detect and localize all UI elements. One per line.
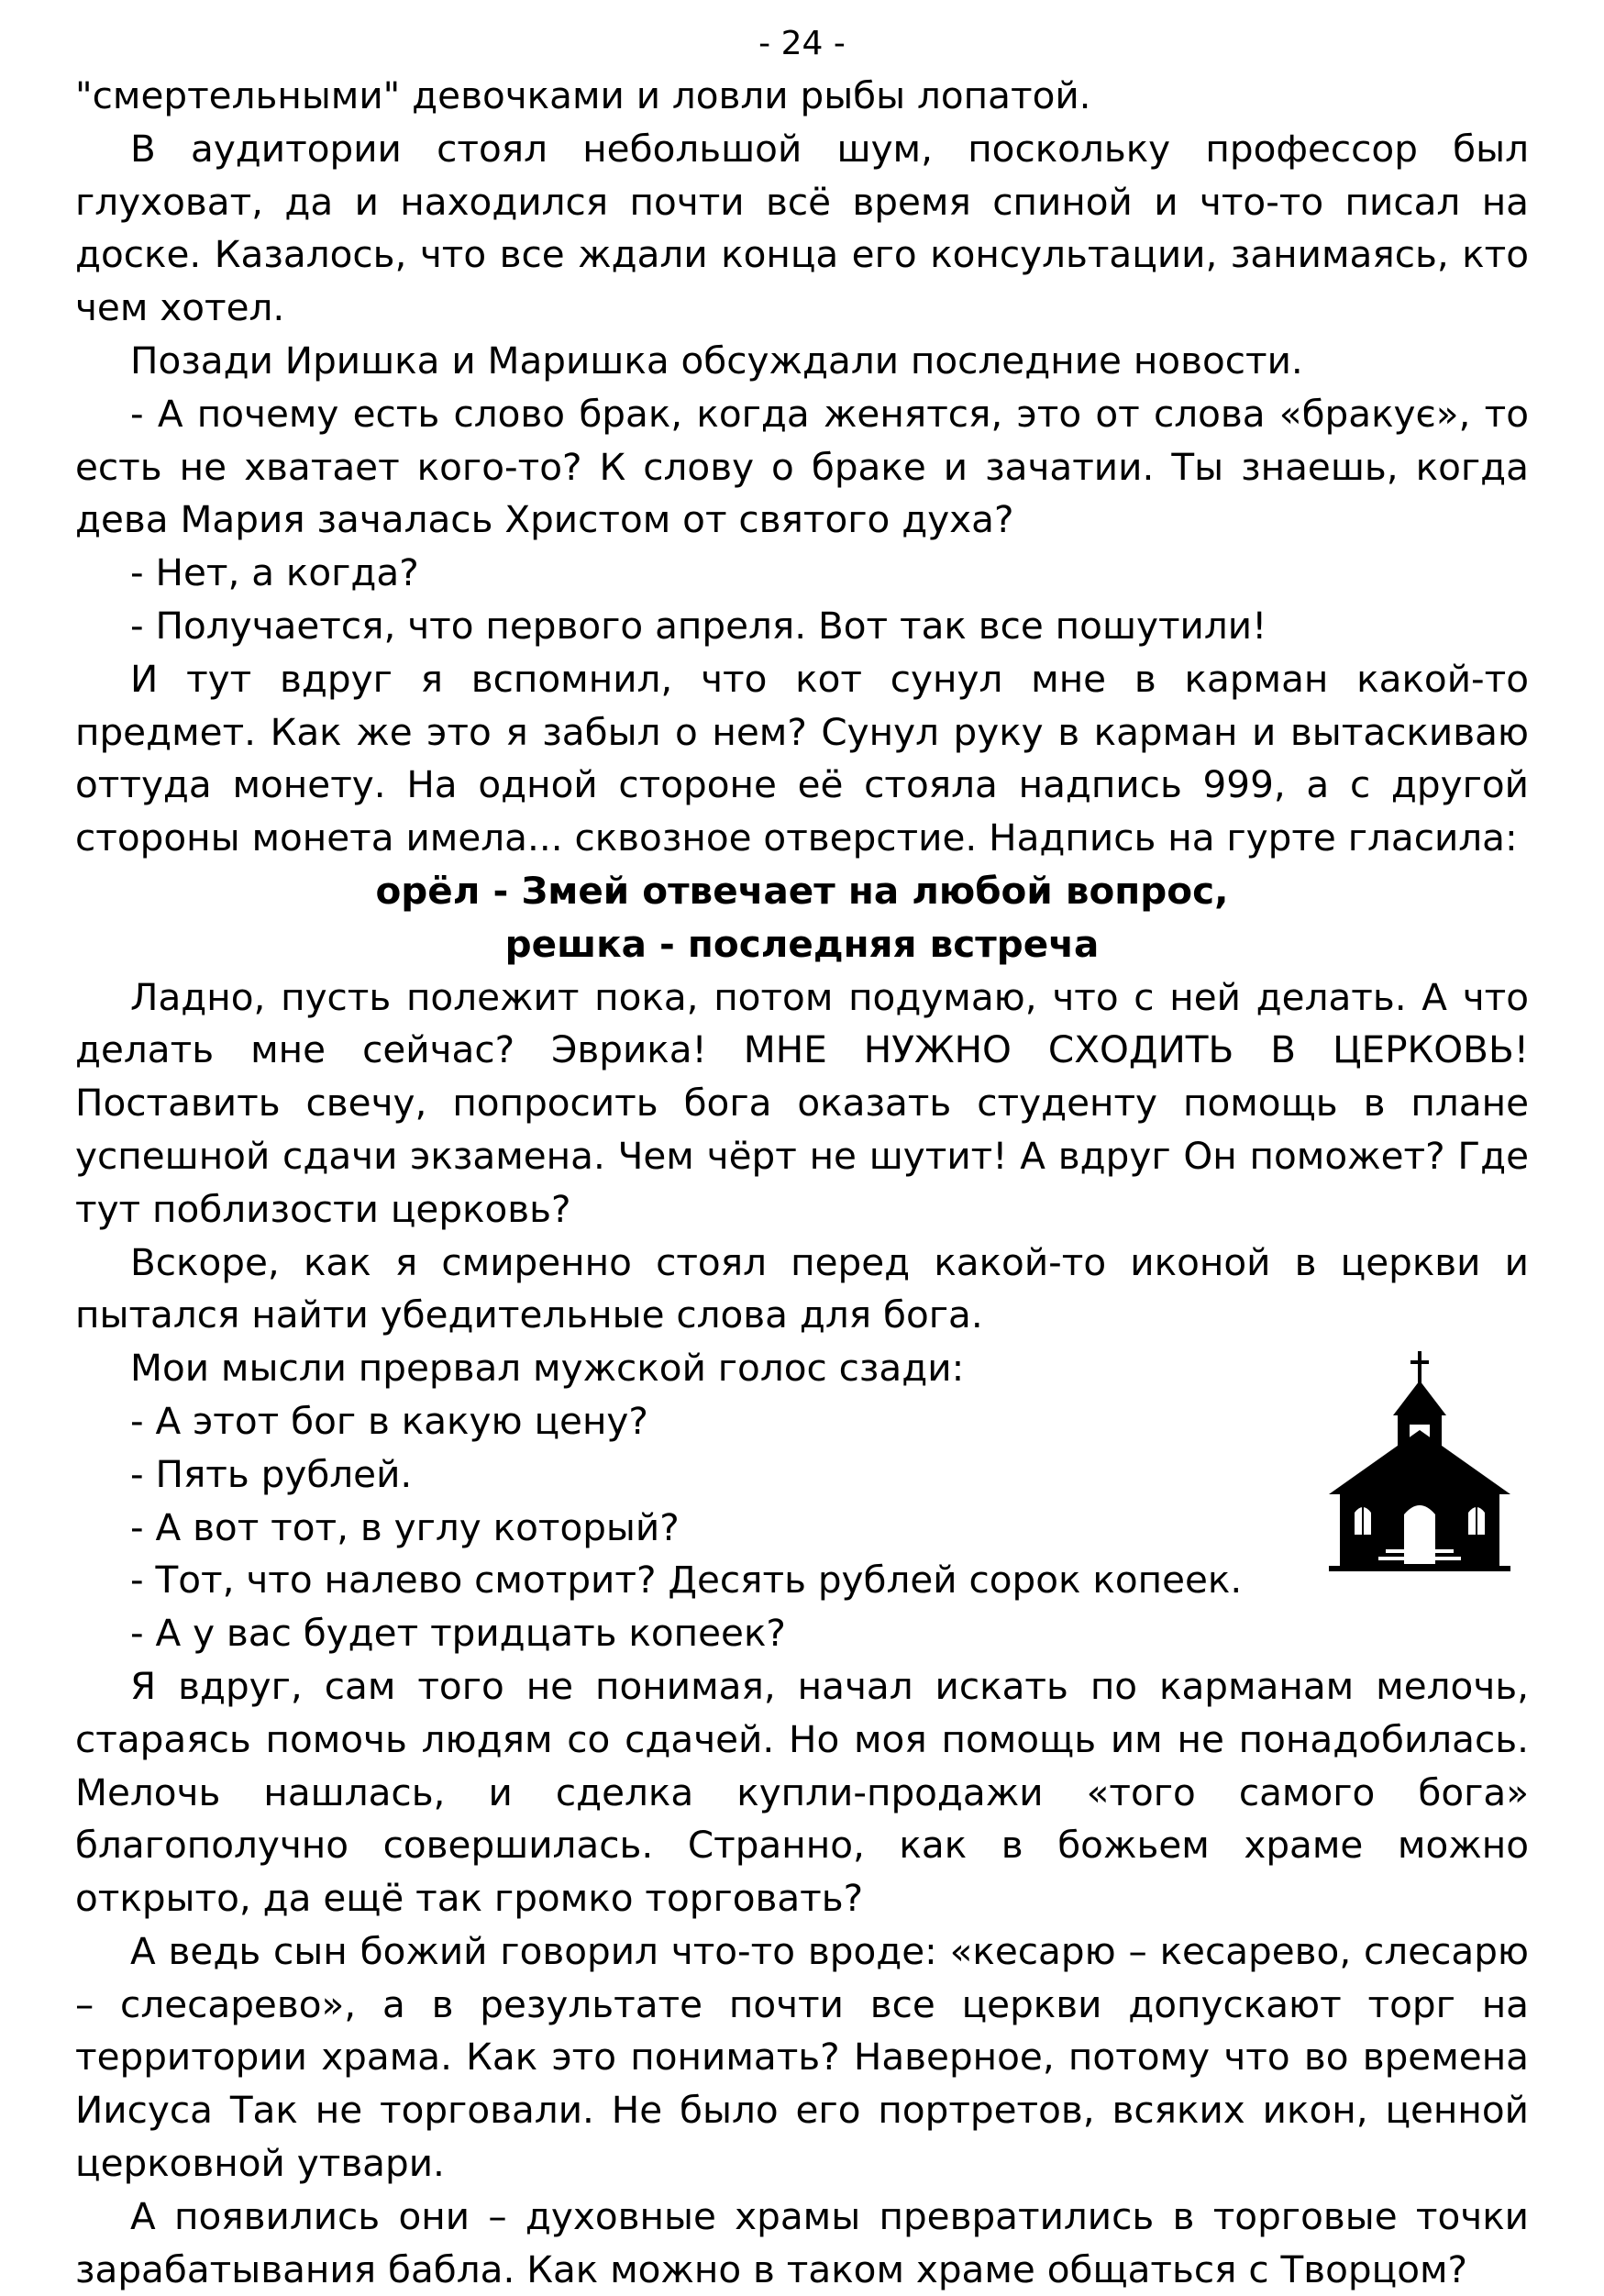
- dialogue-line: - Получается, что первого апреля. Вот так все пошутили!: [130, 603, 1267, 648]
- paragraph: Вскоре, как я смиренно стоял перед какой-то иконой в церкви и пытался найти убедительные слова для бога.: [75, 1239, 1529, 1337]
- paragraph: "смертельными" девочками и ловли рыбы лопатой.: [75, 73, 1091, 117]
- paragraph: Я вдруг, сам того не понимая, начал искать по карманам мелочь, стараясь помочь людям со сдачей. Но моя помощь им не понадобилась. Мелочь нашлась, и сделка купли-продажи «того самого бога» благополучно совершилась. Странно, как в божьем храме можно открыто, да ещё так громко торговать?: [75, 1663, 1529, 1921]
- paragraph: А ведь сын божий говорил что-то вроде: «кесарю – кесарево, слесарю – слесарево», а в результате почти все церкви допускают торг на территории храма. Как это понимать? Наверное, потому что во времена Иисуса Так не торговали. Не было его портретов, всяких икон, ценной церковной утвари.: [75, 1928, 1529, 2186]
- dialogue-line: - Тот, что налево смотрит? Десять рублей сорок копеек.: [130, 1558, 1243, 1603]
- church-illustration: [1329, 1351, 1512, 1571]
- paragraph: Ладно, пусть полежит пока, потом подумаю, что с ней делать. А что делать мне сейчас? Эврика! МНЕ НУЖНО СХОДИТЬ В ЦЕРКОВЬ! Поставить свечу, попросить бога оказать студенту помощь в плане успешной сдачи экзамена. Чем чёрт не шутит! А вдруг Он поможет? Где тут поблизости церковь?: [75, 974, 1529, 1231]
- dialogue-line: - Пять рублей.: [130, 1451, 413, 1496]
- dialogue-line: - А вот тот, в углу который?: [130, 1504, 680, 1549]
- church-icon: [1329, 1351, 1512, 1571]
- paragraph: Позади Иришка и Маришка обсуждали последние новости.: [130, 338, 1303, 383]
- paragraph: А появились они – духовные храмы превратились в торговые точки зарабатывания бабла. Как можно в таком храме общаться с Творцом?: [75, 2193, 1529, 2291]
- dialogue-line: - А у вас будет тридцать копеек?: [130, 1611, 786, 1656]
- page-number: - 24 -: [758, 25, 846, 62]
- dialogue-line: - А этот бог в какую цену?: [130, 1398, 648, 1443]
- body-text: [75, 70, 1529, 2296]
- inscription-line: орёл - Змей отвечает на любой вопрос,: [375, 868, 1229, 913]
- paragraph: И тут вдруг я вспомнил, что кот сунул мне в карман какой-то предмет. Как же это я забыл о нем? Сунул руку в карман и вытаскиваю оттуда монету. На одной стороне её стояла надпись 999, а с другой стороны монета имела... сквозное отверстие. Надпись на гурте гласила:: [75, 656, 1529, 860]
- paragraph: Мои мысли прервал мужской голос сзади:: [130, 1346, 965, 1391]
- paragraph: В аудитории стоял небольшой шум, поскольку профессор был глуховат, да и находился почти всё время спиной и что-то писал на доске. Казалось, что все ждали конца его консультации, занимаясь, кто чем хотел.: [75, 126, 1529, 330]
- dialogue-line: - А почему есть слово брак, когда женятся, это от слова «бракує», то есть не хватает кого-то? К слову о браке и зачатии. Ты знаешь, когда дева Мария зачалась Христом от святого духа?: [75, 391, 1529, 542]
- inscription-line: решка - последняя встреча: [504, 921, 1100, 966]
- dialogue-line: - Нет, а когда?: [130, 550, 419, 595]
